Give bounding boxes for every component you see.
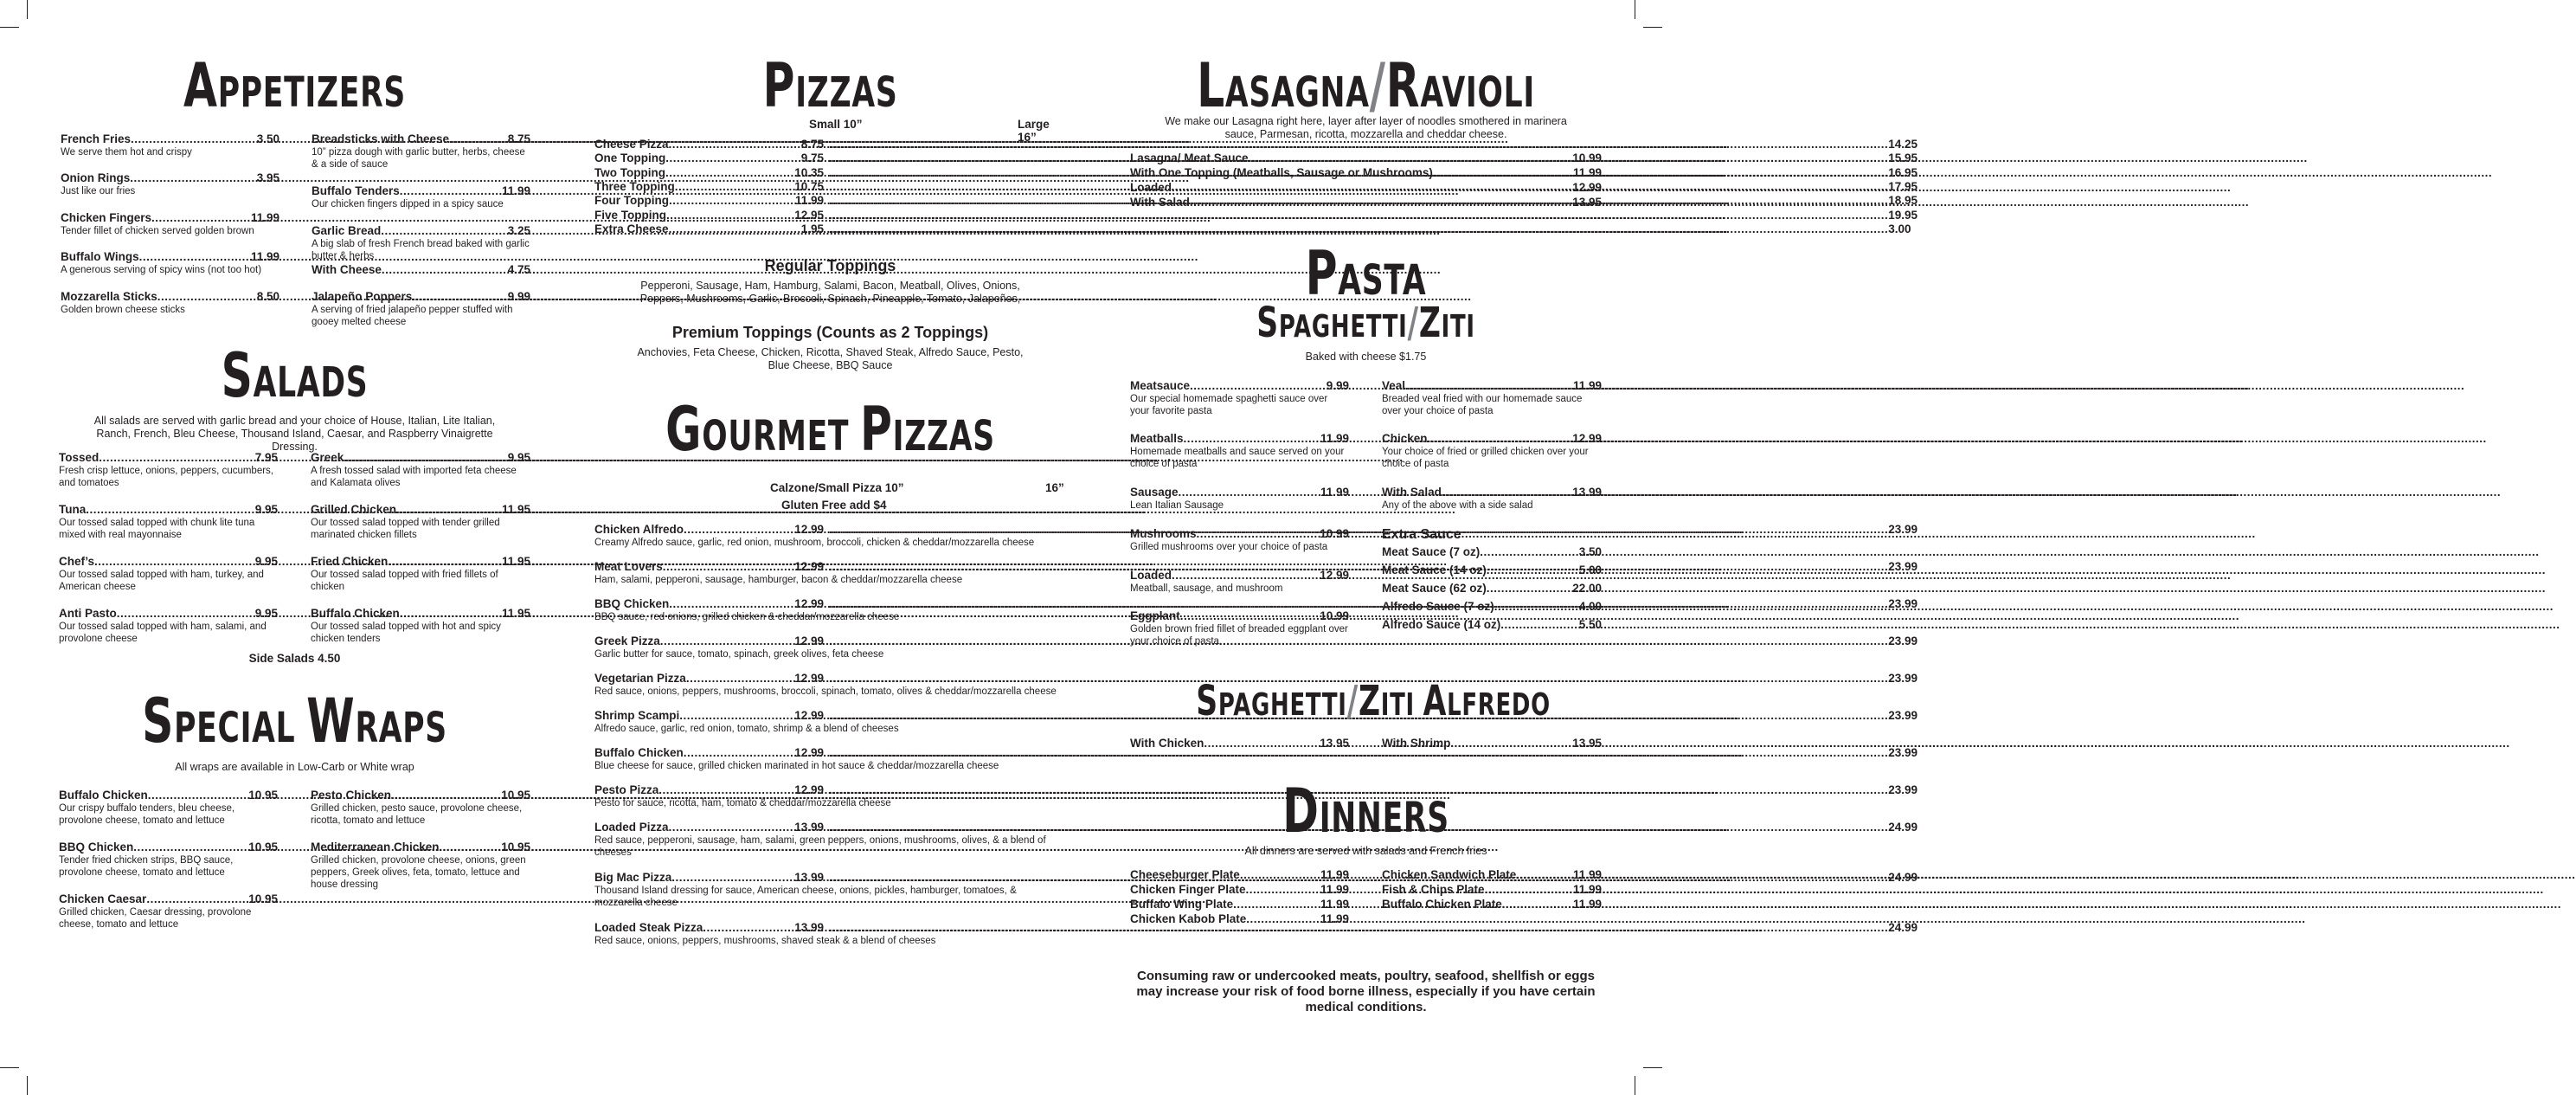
pasta-title: PASTA	[1305, 238, 1427, 309]
menu-item: Buffalo Chicken ..... 10.95 Our crispy buffalo tenders, bleu cheese, provolone cheese, tomato and lettuce	[59, 789, 278, 827]
menu-item: With Salad ..... 13.95	[1130, 196, 1602, 209]
gourmet-pizzas-title: GOURMET PIZZAS	[665, 394, 995, 465]
menu-item: Buffalo Chicken ..... 12.99 ..... 23.99 Blue cheese for sauce, grilled chicken marinated in hot sauce & cheddar/mozzarella cheese	[594, 746, 1066, 772]
menu-item: Three Topping ..... 10.75 ..... 17.95	[594, 180, 1066, 194]
menu-item: Loaded Pizza ..... 13.99 ..... 24.99 Red sauce, pepperoni, sausage, ham, salami, green peppers, onions, mushrooms, olives, & a blend of cheeses	[594, 821, 1066, 859]
crop-mark	[27, 1076, 28, 1095]
menu-item: Chef’s ..... 9.95 Our tossed salad topped with ham, turkey, and American cheese	[59, 555, 278, 593]
calzone-size-header: Calzone/Small Pizza 10”	[770, 481, 904, 494]
crop-mark	[0, 1067, 19, 1068]
menu-item: Mediterranean Chicken ..... 10.95 Grilled chicken, provolone cheese, onions, green peppers, Greek olives, feta, tomato, lettuce and house dressing	[311, 841, 530, 891]
menu-item: Sausage ..... 11.99 Lean Italian Sausage	[1130, 486, 1349, 512]
menu-item: Grilled Chicken ..... 11.95 Our tossed salad topped with tender grilled marinated chicken fillets	[311, 503, 530, 541]
crop-mark	[0, 27, 19, 28]
menu-item: Chicken Kabob Plate ..... 11.99	[1130, 912, 1349, 926]
menu-item: Meat Sauce (62 oz) ..... 22.00	[1382, 582, 1602, 596]
spaghetti-ziti-alfredo-title: SPAGHETTI/ZITI ALFREDO	[1196, 677, 1551, 725]
menu-item: Chicken Alfredo ..... 12.99 ..... 23.99 Creamy Alfredo sauce, garlic, red onion, mushroom, broccoli, chicken & cheddar/mozzarella cheese	[594, 523, 1066, 549]
menu-item: Fish & Chips Plate ..... 11.99	[1382, 883, 1602, 897]
food-safety-warning: Consuming raw or undercooked meats, poultry, seafood, shellfish or eggs may increase your risk of food borne illness, especially if you have certain medical conditions.	[1136, 969, 1596, 1014]
menu-item: Tossed ..... 7.95 Fresh crisp lettuce, onions, peppers, cucumbers, and tomatoes	[59, 451, 278, 489]
premium-toppings-title: Premium Toppings (Counts as 2 Toppings)	[671, 324, 989, 341]
menu-item: Five Topping ..... 12.95 ..... 19.95	[594, 209, 1066, 222]
menu-item: Anti Pasto ..... 9.95 Our tossed salad topped with ham, salami, and provolone cheese	[59, 607, 278, 645]
menu-item: Chicken ..... 12.99 Your choice of fried or grilled chicken over your choice of pasta	[1382, 432, 1602, 470]
column-left	[59, 0, 530, 1095]
baked-note: Baked with cheese $1.75	[1305, 351, 1427, 363]
menu-item: Pesto Pizza ..... 12.99 ..... 23.99 Pesto for sauce, ricotta, ham, tomato & cheddar/mozzarella cheese	[594, 783, 1066, 809]
menu-item: Meatsauce ..... 9.99 Our special homemade spaghetti sauce over your favorite pasta	[1130, 379, 1349, 417]
menu-item: Extra Cheese ..... 1.95 ..... 3.00	[594, 222, 1066, 236]
menu-item: Loaded ..... 12.99	[1130, 181, 1602, 195]
menu-item: Two Topping ..... 10.35 ..... 16.95	[594, 166, 1066, 180]
wraps-title: SPECIAL WRAPS	[142, 686, 447, 757]
menu-item: Chicken Finger Plate ..... 11.99	[1130, 883, 1349, 897]
menu-item: Alfredo Sauce (7 oz) ..... 4.00	[1382, 600, 1602, 614]
menu-item: With Salad ..... 13.99 Any of the above with a side salad	[1382, 486, 1602, 512]
menu-item: Alfredo Sauce (14 oz) ..... 5.50	[1382, 618, 1602, 632]
crop-mark	[1643, 1067, 1662, 1068]
menu-item: Buffalo Wing Plate ..... 11.99	[1130, 898, 1349, 911]
premium-toppings-list: Anchovies, Feta Cheese, Chicken, Ricotta, Shaved Steak, Alfredo Sauce, Pesto, Blue Cheese, BBQ Sauce	[637, 346, 1024, 371]
menu-item: With Shrimp ..... 13.95	[1382, 737, 1602, 750]
menu-item: Meat Sauce (7 oz) ..... 3.50	[1382, 545, 1602, 559]
menu-item: With Cheese ..... 4.75	[312, 263, 530, 277]
lasagna-intro: We make our Lasagna right here, layer after layer of noodles smothered in marinera sauce, Parmesan, ricotta, mozzarella and cheddar cheese.	[1165, 115, 1567, 140]
menu-item: Garlic Bread ..... 3.25 A big slab of fresh French bread baked with garlic butter & herbs	[312, 224, 530, 262]
menu-item: Shrimp Scampi ..... 12.99 ..... 23.99 Alfredo sauce, garlic, red onion, tomato, shrimp & a blend of cheeses	[594, 709, 1066, 735]
regular-toppings-list: Pepperoni, Sausage, Ham, Hamburg, Salami, Bacon, Meatball, Olives, Onions, Peppers, Mushrooms, Garlic, Broccoli, Spinach, Pineapple, Tomato, Jalapeños,	[639, 280, 1021, 305]
menu-item: Vegetarian Pizza ..... 12.99 ..... 23.99 Red sauce, onions, peppers, mushrooms, broccoli, spinach, tomato, olives & cheddar/mozzarella cheese	[594, 672, 1066, 698]
menu-item: French Fries ..... 3.50 We serve them hot and crispy	[61, 132, 279, 158]
menu-item: One Topping ..... 9.75 ..... 15.95	[594, 151, 1066, 165]
extra-sauce-title: Extra Sauce	[1382, 527, 1461, 542]
large-size-header: 16”	[1045, 481, 1064, 494]
menu-item: Meat Lovers ..... 12.99 ..... 23.99 Ham, salami, pepperoni, sausage, hamburger, bacon & cheddar/mozzarella cheese	[594, 560, 1066, 586]
column-right	[1130, 0, 1602, 1095]
dinners-title: DINNERS	[1282, 776, 1449, 847]
wraps-intro: All wraps are available in Low-Carb or White wrap	[175, 761, 414, 773]
menu-item: Chicken Fingers ..... 11.99 Tender fillet of chicken served golden brown	[61, 211, 279, 237]
menu-item: BBQ Chicken ..... 10.95 Tender fried chicken strips, BBQ sauce, provolone cheese, tomato and lettuce	[59, 841, 278, 879]
large-size-header: Large 16”	[1018, 118, 1050, 144]
menu-item: Veal ..... 11.99 Breaded veal fried with our homemade sauce over your choice of pasta	[1382, 379, 1602, 417]
menu-item: Onion Rings ..... 3.95 Just like our fries	[61, 171, 279, 197]
menu-item: Jalapeño Poppers ..... 9.99 A serving of fried jalapeño pepper stuffed with gooey melted cheese	[312, 290, 530, 328]
crop-mark	[1643, 27, 1662, 28]
menu-item: Greek Pizza ..... 12.99 ..... 23.99 Garlic butter for sauce, tomato, spinach, greek olives, feta cheese	[594, 634, 1066, 660]
spaghetti-ziti-title: SPAGHETTI/ZITI	[1256, 299, 1475, 347]
small-size-header: Small 10”	[809, 118, 863, 131]
menu-item: Breadsticks with Cheese ..... 8.75 10” pizza dough with garlic butter, herbs, cheese & a side of sauce	[312, 132, 530, 171]
menu-item: Chicken Caesar ..... 10.95 Grilled chicken, Caesar dressing, provolone cheese, tomato and lettuce	[59, 892, 278, 931]
menu-item: Loaded Steak Pizza ..... 13.99 ..... 24.99 Red sauce, onions, peppers, mushrooms, shaved steak & a blend of cheeses	[594, 921, 1066, 947]
menu-item: With Chicken ..... 13.95	[1130, 737, 1349, 750]
menu-item: Meat Sauce (14 oz) ..... 5.00	[1382, 564, 1602, 577]
menu-item: Cheese Pizza ..... 8.75 ..... 14.25	[594, 138, 1066, 151]
menu-item: Mozzarella Sticks ..... 8.50 Golden brown cheese sticks	[61, 290, 279, 316]
dinners-intro: All dinners are served with salads and French fries	[1244, 845, 1487, 857]
salads-intro: All salads are served with garlic bread and your choice of House, Italian, Lite Italian, Ranch, French, Bleu Cheese, Thousand Island, Caesar, and Raspberry Vinaigrette Dressing.	[93, 415, 496, 453]
menu-item: Tuna ..... 9.95 Our tossed salad topped with chunk lite tuna mixed with real mayonnaise	[59, 503, 278, 541]
menu-item: Fried Chicken ..... 11.95 Our tossed salad topped with fried fillets of chicken	[311, 555, 530, 593]
menu-item: Four Topping ..... 11.99 ..... 18.95	[594, 194, 1066, 208]
menu-item: Buffalo Tenders ..... 11.99 Our chicken fingers dipped in a spicy sauce	[312, 184, 530, 210]
menu-item: Buffalo Chicken Plate ..... 11.99	[1382, 898, 1602, 911]
menu-item: With One Topping (Meatballs, Sausage or Mushrooms) ..... 11.99	[1130, 166, 1602, 180]
menu-item: Big Mac Pizza ..... 13.99 ..... 24.99 Thousand Island dressing for sauce, American cheese, onions, pickles, hamburger, tomatoes, & mozzarella cheese	[594, 871, 1066, 909]
pizzas-title: PIZZAS	[762, 50, 898, 121]
appetizers-title: APPETIZERS	[183, 50, 407, 121]
menu-item: Loaded ..... 12.99 Meatball, sausage, and mushroom	[1130, 569, 1349, 595]
menu-item: Buffalo Chicken ..... 11.95 Our tossed salad topped with hot and spicy chicken tenders	[311, 607, 530, 645]
gluten-free-note: Gluten Free add $4	[781, 499, 887, 512]
crop-mark	[27, 0, 28, 19]
menu-item: Mushrooms ..... 10.99 Grilled mushrooms over your choice of pasta	[1130, 527, 1349, 553]
menu-item: Meatballs ..... 11.99 Homemade meatballs and sauce served on your choice of pasta	[1130, 432, 1349, 470]
menu-item: BBQ Chicken ..... 12.99 ..... 23.99 BBQ sauce, red onions, grilled chicken & cheddar/mozzarella cheese	[594, 597, 1066, 623]
menu-item: Lasagna/ Meat Sauce ..... 10.99	[1130, 151, 1602, 165]
salads-title: SALADS	[221, 340, 369, 411]
menu-item: Cheeseburger Plate ..... 11.99	[1130, 868, 1349, 882]
menu-item: Buffalo Wings ..... 11.99 A generous serving of spicy wins (not too hot)	[61, 250, 279, 276]
menu-item: Eggplant ..... 10.99 Golden brown fried fillet of breaded eggplant over your choice of pasta	[1130, 609, 1349, 647]
menu-item: Greek ..... 9.95 A fresh tossed salad with imported feta cheese and Kalamata olives	[311, 451, 530, 489]
regular-toppings-title: Regular Toppings	[764, 257, 896, 274]
lasagna-ravioli-title: LASAGNA/RAVIOLI	[1197, 50, 1535, 121]
side-salads: Side Salads 4.50	[248, 652, 341, 665]
menu-item: Chicken Sandwich Plate ..... 11.99	[1382, 868, 1602, 882]
menu-item: Pesto Chicken ..... 10.95 Grilled chicken, pesto sauce, provolone cheese, ricotta, tomato and lettuce	[311, 789, 530, 827]
